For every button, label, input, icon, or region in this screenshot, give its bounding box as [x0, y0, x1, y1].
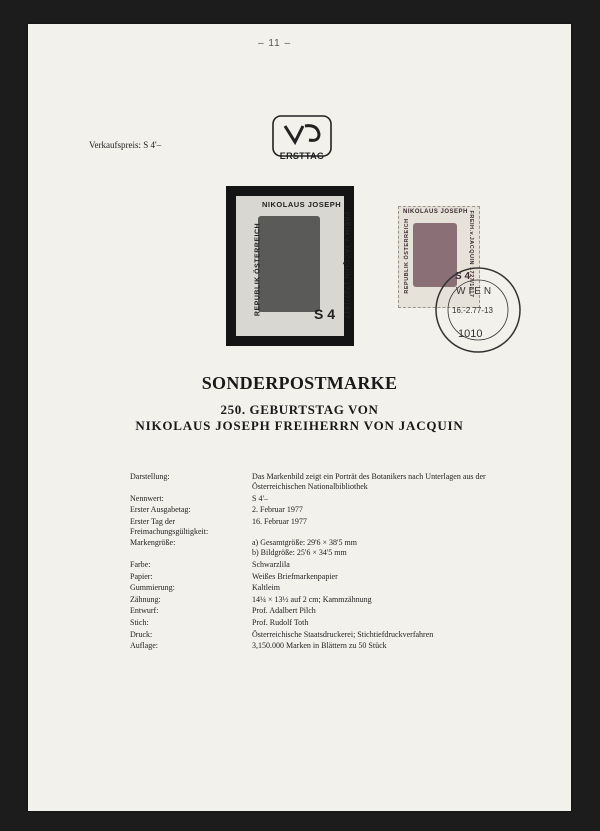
detail-value: 2. Februar 1977 [252, 505, 303, 515]
stamp-value-small: S 4 [455, 271, 471, 282]
detail-value: S 4'– [252, 493, 268, 503]
detail-row [130, 560, 530, 570]
detail-row [130, 472, 530, 492]
stamp-enlarged-face [236, 196, 350, 336]
detail-label: Auflage: [130, 641, 158, 651]
detail-label: Erster Tag der Freimachungsgültigkeit: [130, 516, 209, 536]
detail-row [130, 505, 530, 515]
detail-row [130, 538, 530, 558]
stamp-enlarged [226, 186, 354, 346]
stamp-value: S 4 [314, 306, 336, 322]
stamp-country-text: REPUBLIK ÖSTERREICH [254, 222, 262, 317]
detail-value: Das Markenbild zeigt ein Porträt des Botanikers nach Unterlagen aus der Österreichischen Nationalbibliothek [252, 472, 486, 491]
detail-label: Farbe: [130, 559, 151, 569]
document-sheet [28, 24, 571, 811]
detail-row [130, 583, 530, 593]
detail-value: Weißes Briefmarkenpapier [252, 571, 338, 581]
detail-row [130, 606, 530, 616]
stamp-top-text: NIKOLAUS JOSEPH [262, 200, 342, 209]
detail-value: 14¼ × 13½ auf 2 cm; Kammzähnung [252, 594, 372, 604]
postmark-date: 16.-2.77-13 [452, 306, 493, 315]
detail-row [130, 618, 530, 628]
postmark-city: WIEN [456, 286, 495, 297]
detail-row [130, 517, 530, 537]
detail-label: Erster Ausgabetag: [130, 505, 191, 515]
detail-value: Prof. Adalbert Pilch [252, 606, 316, 616]
detail-label: Zähnung: [130, 594, 161, 604]
detail-label: Druck: [130, 629, 153, 639]
detail-value: Kaltleim [252, 583, 280, 593]
document-title: SONDERPOSTMARKE [201, 373, 398, 393]
subtitle-line-1: 250. GEBURTSTAG VON [220, 402, 379, 417]
first-day-caption: ERSTTAG [279, 151, 325, 161]
detail-value: a) Gesamtgröße: 29'6 × 38'5 mm b) Bildgröße: 25'6 × 34'5 mm [252, 538, 357, 558]
detail-label: Markengröße: [130, 538, 176, 548]
stamp-details-table [130, 472, 530, 653]
detail-value: 3,150.000 Marken in Blättern zu 50 Stück [252, 641, 387, 651]
detail-label: Darstellung: [130, 472, 170, 481]
detail-row [130, 494, 530, 504]
detail-value: Prof. Rudolf Toth [252, 617, 309, 627]
stamp-top-text-small: NIKOLAUS JOSEPH [403, 209, 468, 215]
page-number: – 11 – [258, 38, 292, 49]
detail-row [130, 572, 530, 582]
detail-row [130, 595, 530, 605]
detail-row [130, 641, 530, 651]
detail-label: Gummierung: [130, 583, 175, 593]
stamp-side-text-small: FREIH.v.JACQUIN 1727/1817 [468, 210, 474, 298]
detail-label: Nennwert: [130, 493, 164, 503]
postmark-code: 1010 [458, 328, 483, 340]
detail-value: Schwarzlila [252, 559, 290, 569]
detail-row [130, 630, 530, 640]
portrait-image [258, 216, 320, 312]
detail-label: Stich: [130, 617, 149, 627]
detail-label: Papier: [130, 571, 153, 581]
stamp-side-text: FREIH.v.JACQUIN 1727/1817 [342, 211, 350, 320]
detail-label: Entwurf: [130, 606, 159, 616]
detail-value: Österreichische Staatsdruckerei; Stichtiefdruckverfahren [252, 629, 434, 639]
stamp-country-text-small: REPUBLIK ÖSTERREICH [404, 218, 410, 294]
detail-value: 16. Februar 1977 [252, 516, 307, 526]
subtitle-line-2: NIKOLAUS JOSEPH FREIHERRN VON JACQUIN [135, 418, 464, 433]
sale-price: Verkaufspreis: S 4'– [89, 140, 162, 150]
